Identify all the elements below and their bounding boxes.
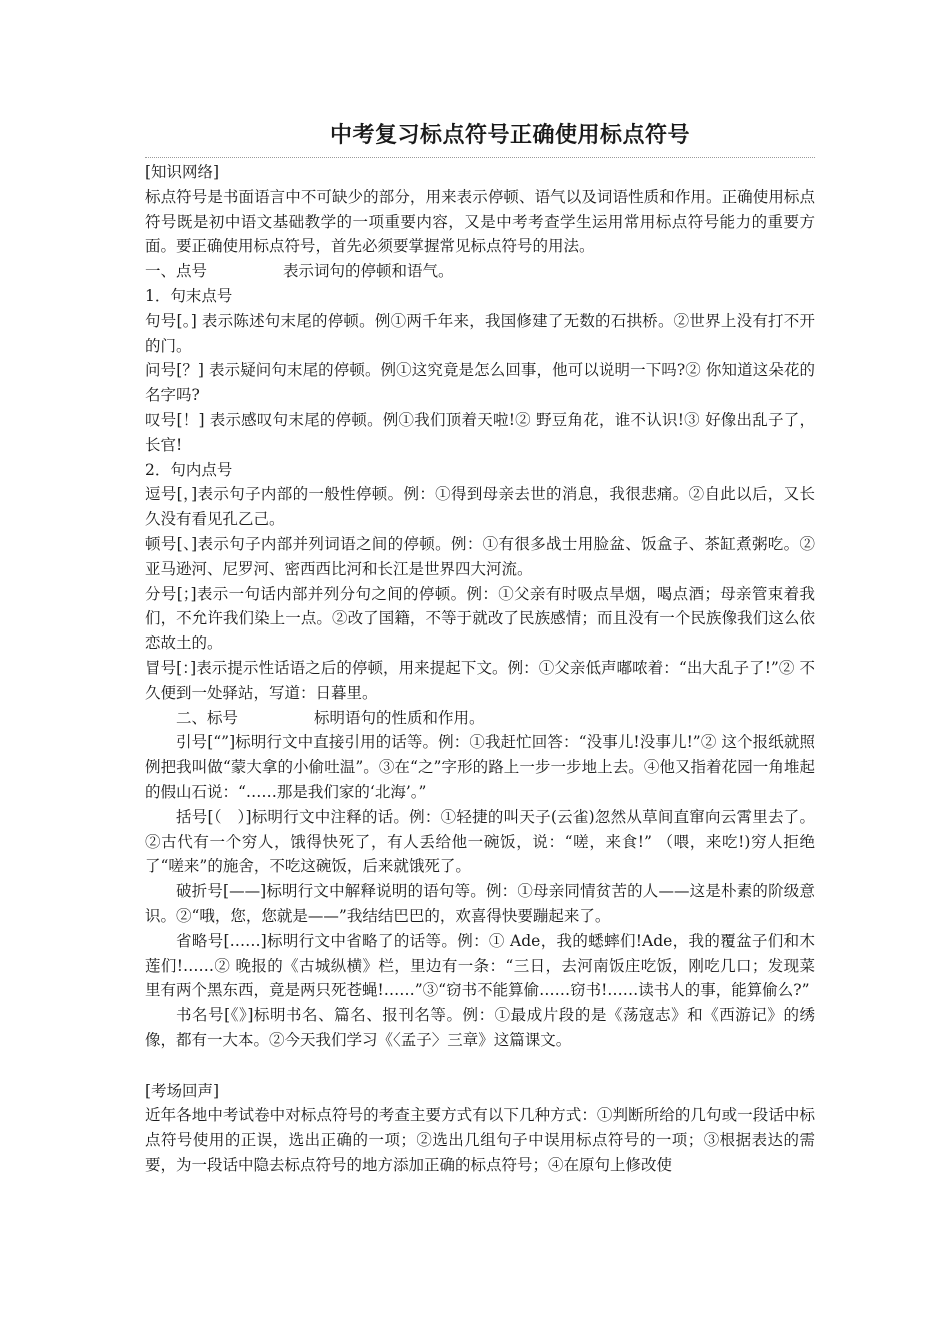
mark-heading xyxy=(145,706,815,731)
quote-paragraph: 引号[“”]标明行文中直接引用的话等。例：①我赶忙回答：“没事儿!没事儿!”② 这个报纸就照例把我叫做“蒙大拿的小偷吐温”。③在“之”字形的路上一步一步地上去。④他又指着花园一角堆起的假山石说：“……那是我们家的‘北海’。” xyxy=(145,733,815,801)
mark-desc: 标明语句的性质和作用。 xyxy=(314,708,485,727)
ellipsis-paragraph: 省略号[……]标明行文中省略了的话等。例：① Ade，我的蟋蟀们!Ade，我的覆盆子们和木莲们!……② 晚报的《古城纵横》栏，里边有一条：“三日，去河南饭庄吃饭，刚吃几口；发现菜里有两个黑东西，竟是两只死苍蝇!……”③“窃书不能算偷……窃书!……读书人的事，能算偷么?” xyxy=(145,931,815,1000)
document-body xyxy=(145,118,815,1178)
exclaim-paragraph: 叹号[！] 表示感叹句末尾的停顿。例①我们顶着天啦!② 野豆角花，谁不认识!③ 好像出乱子了，长官! xyxy=(145,410,815,454)
paren-paragraph: 括号[（ ）]标明行文中注释的话。例：①轻捷的叫天子(云雀)忽然从草间直窜向云霄里去了。②古代有一个穷人，饿得快死了，有人丢给他一碗饭，说：“嗟，来食!” （喂，来吃!)穷人拒绝了“嗟来”的施舍，不吃这碗饭，后来就饿死了。 xyxy=(145,807,815,876)
section-heading-exam: [考场回声] xyxy=(145,1081,220,1100)
intro-paragraph: 标点符号是书面语言中不可缺少的部分，用来表示停顿、语气以及词语性质和作用。正确使用标点符号既是初中语文基础教学的一项重要内容，又是中考考查学生运用常用标点符号能力的重要方面。要正确使用标点符号，首先必须要掌握常见标点符号的用法。 xyxy=(145,187,815,256)
book-title-paragraph: 书名号[《》]标明书名、篇名、报刊名等。例：①最成片段的是《荡寇志》和《西游记》的绣像，都有一大本。②今天我们学习《〈孟子〉三章》这篇课文。 xyxy=(145,1006,815,1049)
dot-heading xyxy=(145,259,815,284)
colon-paragraph: 冒号[：]表示提示性话语之后的停顿，用来提起下文。例：①父亲低声嘟哝着：“出大乱子了!”② 不久便到一处驿站，写道：日暮里。 xyxy=(145,658,815,702)
subheading-sentence-inner: 2．句内点号 xyxy=(145,460,233,479)
title-divider xyxy=(145,157,815,158)
comma-paragraph: 逗号[，]表示句子内部的一般性停顿。例：①得到母亲去世的消息，我很悲痛。②自此以后，又长久没有看见孔乙己。 xyxy=(145,485,815,529)
exam-intro-paragraph: 近年各地中考试卷中对标点符号的考查主要方式有以下几种方式：①判断所给的几句或一段话中标点符号使用的正误，选出正确的一项；②选出几组句子中误用标点符号的一项；③根据表达的需要，为一段话中隐去标点符号的地方添加正确的标点符号；④在原句上修改使 xyxy=(145,1106,815,1175)
period-paragraph: 句号[。] 表示陈述句末尾的停顿。例①两千年来，我国修建了无数的石拱桥。②世界上没有打不开的门。 xyxy=(145,311,815,355)
dun-paragraph: 顿号[、]表示句子内部并列词语之间的停顿。例：①有很多战士用脸盆、饭盒子、茶缸煮粥吃。②亚马逊河、尼罗河、密西西比河和长江是世界四大河流。 xyxy=(145,534,815,578)
mark-title: 二、标号 xyxy=(176,708,239,727)
dash-paragraph: 破折号[——]标明行文中解释说明的语句等。例：①母亲同情贫苦的人——这是朴素的阶级意识。②“哦，您，您就是——”我结结巴巴的，欢喜得快要蹦起来了。 xyxy=(145,882,815,925)
section-spacer xyxy=(145,1053,815,1079)
subheading-sentence-end: 1．句末点号 xyxy=(145,286,233,305)
section-heading-knowledge: [知识网络] xyxy=(145,163,220,181)
page-title: 中考复习标点符号正确使用标点符号 xyxy=(329,122,690,148)
dot-title: 一、点号 xyxy=(145,262,208,281)
dot-desc: 表示词句的停顿和语气。 xyxy=(283,262,454,281)
semicolon-paragraph: 分号[；]表示一句话内部并列分句之间的停顿。例：①父亲有时吸点旱烟，喝点酒；母亲管束着我们，不允许我们染上一点。②改了国籍，不等于就改了民族感情；而且没有一个民族像我们这么依恋故土的。 xyxy=(145,584,815,653)
question-paragraph: 问号[？] 表示疑问句末尾的停顿。例①这究竟是怎么回事，他可以说明一下吗?② 你知道这朵花的名字吗? xyxy=(145,361,815,405)
